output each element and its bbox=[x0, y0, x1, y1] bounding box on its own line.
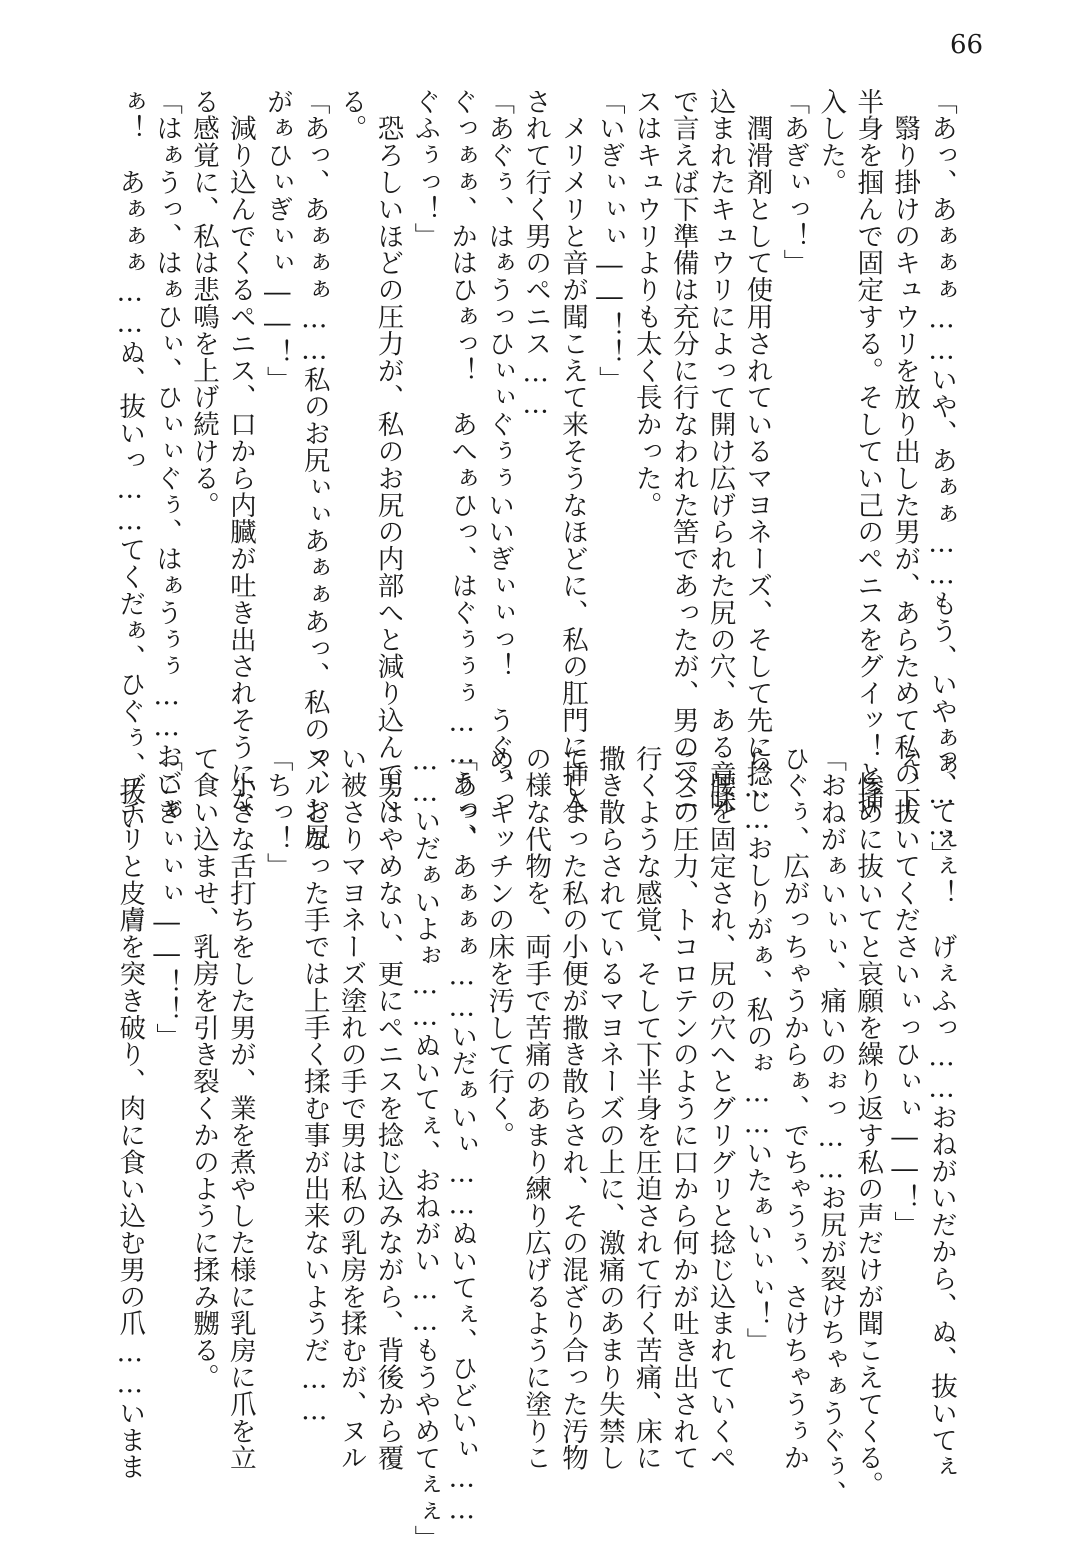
text-column: て食い込ませ、乳房を引き裂くかのように揉み嬲る。 bbox=[188, 745, 219, 1391]
text-column: 「いぎぃぃぃ――！！」 bbox=[151, 745, 183, 1050]
text-column: ら……おしりがぁ、私のぉ……いたぁいぃぃ！」 bbox=[741, 745, 773, 1355]
text-column: 小さな舌打ちをした男が、業を煮やした様に乳房に爪を立 bbox=[224, 745, 256, 1472]
text-column: 「あぐぅ、はぁうっひぃぃぐぅぅいいぎぃぃっ！ うぐぅっ bbox=[483, 88, 515, 815]
text-column: ひぐぅ、広がっちゃうからぁ、でちゃうぅ、さけちゃうぅか bbox=[778, 745, 810, 1472]
text-column: てしまった私の小便が撒き散らされ、その混ざり合った汚物 bbox=[557, 745, 588, 1472]
text-column: ブチリと皮膚を突き破り、肉に食い込む男の爪……いまま bbox=[114, 745, 146, 1481]
text-column: ぁ！ あぁぁぁ……ぬ、抜いっ……てくだぁ、ひぐぅ、抜い bbox=[114, 88, 146, 833]
text-column: る感覚に、私は悲鳴を上げ続ける。 bbox=[188, 88, 219, 519]
text-column: 恐ろしいほどの圧力が、私のお尻の内部へと減り込んでく bbox=[372, 88, 404, 815]
text-column: 半身を掴んで固定する。そしてい己のペニスをグイッ！と挿 bbox=[852, 88, 884, 815]
text-column: 込まれたキュウリによって開け広げられた尻の穴、ある意味 bbox=[704, 88, 736, 815]
text-column: 「いぎぃぃぃ――！！」 bbox=[593, 88, 625, 393]
text-column: 腰を固定され、尻の穴へとグリグリと捻じ込まれていくペ bbox=[704, 745, 736, 1472]
text-column: 男はやめない、更にペニスを捻じ込みながら、背後から覆 bbox=[372, 745, 404, 1472]
text-column: メリメリと音が聞こえて来そうなほどに、私の肛門に挿入 bbox=[557, 88, 588, 815]
text-column: ぇ、抜いてくださいぃっひぃぃ――！」 bbox=[889, 745, 921, 1239]
text-column: 「おねがぁいぃぃ、痛いのぉっ……お尻が裂けちゃぁうぐぅ、 bbox=[815, 745, 847, 1508]
text-column: 翳り掛けのキュウリを放り出した男が、あらためて私の下 bbox=[889, 88, 921, 815]
text-column: 「あぎぃっ！」 bbox=[778, 88, 810, 277]
text-column: ぐっぁぁ、かはひぁっ！ あへぁひっ、はぐぅぅぅ……うっ、 bbox=[446, 88, 478, 851]
text-column: ……いだぁいよぉ……ぬいてぇ、おねがい……もうやめてぇぇ」 bbox=[409, 745, 441, 1552]
text-column: っ、てぇぇ！ げぇふっ……おねがいだから、ぬ、抜いてぇ bbox=[926, 745, 957, 1481]
text-column: 「ちっ！」 bbox=[261, 745, 293, 880]
text-column: の様な代物を、両手で苦痛のあまり練り広げるように塗りこ bbox=[520, 745, 552, 1472]
text-column: 「あっ、あぁぁぁ……いだぁいぃ……ぬいてぇ、ひどいぃ…… bbox=[446, 745, 478, 1526]
text-column: スはキュウリよりも太く長かった。 bbox=[630, 88, 662, 519]
text-column: 入した。 bbox=[815, 88, 847, 196]
text-column: 撒き散らされているマヨネーズの上に、激痛のあまり失禁し bbox=[593, 745, 625, 1472]
text-column: がぁひぃぎぃぃ――！」 bbox=[261, 88, 293, 393]
text-column: 減り込んでくるペニス、口から内臓が吐き出されそうにな bbox=[224, 88, 256, 815]
text-column: 「あっ、あぁぁぁ……いや、あぁぁ……もう、いやぁぁ……」 bbox=[926, 88, 957, 869]
page-number: 66 bbox=[950, 30, 984, 60]
text-column: 行くような感覚、そして下半身を圧迫されて行く苦痛、床に bbox=[630, 745, 662, 1472]
text-column: ヌルとなった手では上手く揉む事が出来ないようだ…… bbox=[298, 745, 330, 1427]
text-column: 「あっ、あぁぁぁ……私のお尻ぃぃあぁぁあっ、私のっ、お尻 bbox=[298, 88, 330, 851]
text-column: で言えば下準備は充分に行なわれた筈であったが、男のペニ bbox=[667, 88, 699, 815]
text-column: ニスの圧力、トコロテンのように口から何かが吐き出されて bbox=[667, 745, 699, 1472]
text-column: されて行く男のペニス…… bbox=[520, 88, 552, 420]
text-column: る。 bbox=[335, 88, 367, 142]
text-column: 惨めに抜いてと哀願を繰り返す私の声だけが聞こえてくる。 bbox=[852, 745, 884, 1499]
text-column: め、キッチンの床を汚して行く。 bbox=[483, 745, 515, 1149]
text-column: ぐふぅっ！」 bbox=[409, 88, 441, 250]
text-column: 潤滑剤として使用されているマヨネーズ、そして先に捻じ bbox=[741, 88, 773, 815]
text-column: 「はぁうっ、はぁひぃ、ひぃぃぐぅ、はぁうぅぅ……おごぁ bbox=[151, 88, 183, 824]
text-column: い被さりマヨネーズ塗れの手で男は私の乳房を揉むが、ヌル bbox=[335, 745, 367, 1472]
